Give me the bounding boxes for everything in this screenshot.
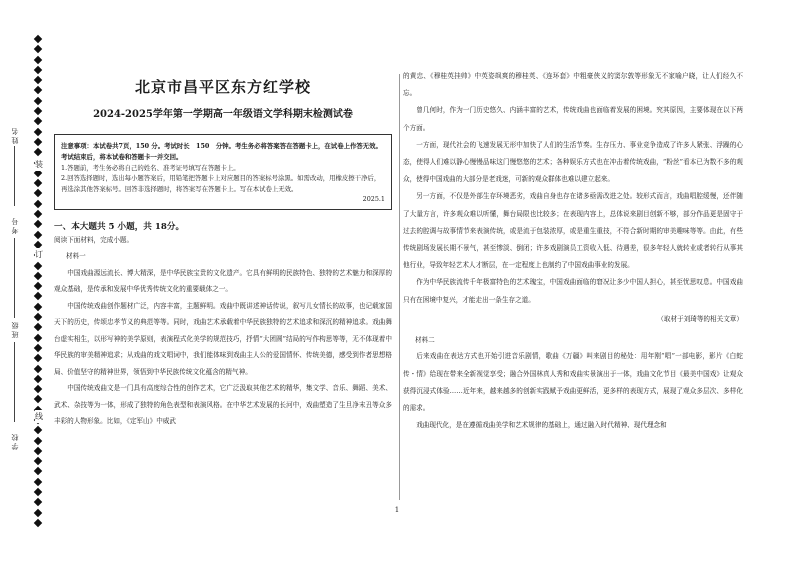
seal-char-xian: 线 [35,412,43,421]
right-paragraph-3: 一方面，现代社会的飞速发展无形中加快了人们的生活节奏。生存压力、事业竞争造成了许多人紧张、浮躁的心态，使得人们难以静心慢慢品味这门慢悠悠的艺术；各种娱乐方式也在冲击着传统戏曲，“粉丝”看本已为数不多的观众，使得中国戏曲的大部分是老戏迷，可新的观众群体也难以建立起来。 [403,140,743,184]
notice-line-1: 注意事项：本试卷共7页，150 分。考试时长 150 分钟。考生务必将答案答在答题卡上，在试卷上作答无效。考试结束后，将本试卷和答题卡一并交回。 [61,142,382,161]
material-2-label: 材料二 [415,335,435,344]
right-paragraph-1: 的黄忠、《穆桂英挂帅》中英姿飒爽的穆桂英、《连环套》中粗豪侠义的窦尔敦等形象无不家喻户晓，让人们经久不忘。 [403,72,743,98]
notice-line-2: 1.答题前，考生务必将自己的姓名、准考证号填写在答题卡上。 [61,163,240,172]
right-paragraph-5: 作为中华民族流传千年极富特色的艺术瑰宝，中国戏曲面临的窘况让多少中国人担心，甚至忧思叹息。中国戏曲只有在困境中复兴，才能走出一条生存之道。 [403,278,743,304]
binding-diamond-border [33,36,43,526]
name-line [14,146,15,206]
left-paragraph-3: 中国传统戏曲文是一门具有高度综合性的创作艺术，它广泛汲取其他艺术的精华，集文学、音乐、舞蹈、美术、武术、杂技等为一体，形成了独特的角色表型和表演风格。在中华艺术发展的长河中，戏曲塑造了生旦净末丑等众多丰彩的人物形象。比如，《定军山》中威武 [54,384,392,426]
notice-box [54,134,392,210]
section-heading: 一、本大题共 5 小题，共 18分。 [54,221,185,232]
right-paragraph-6: 后来戏曲在表达方式也开始引进音乐剧情，歌曲《万疆》叫来剧目的秘处：用年刚“唱”一部电影，影片《白蛇传・情》给现在带来全新视觉享受；融合外国林真人秀和戏曲实景演出于一体，戏曲文化节目《最美中国戏》让观众获得沉浸式体验……近年来，越来越多的创新实践赋予戏曲更鲜活，更多样的表现方式，展现了观众多层次、多样化的需求。 [403,352,743,412]
left-paragraph-2: 中国传统戏曲创作题材广泛，内容丰富，主题鲜明。戏曲中既讲述神话传说，叙写儿女情长的故事，也记载家国天下的历史，传颂忠孝节义的典范等等。同时，戏曲艺术承载着中华民族独特的艺术追求和深沉的精神追求。戏曲舞台虚实相生，以形写神的美学原则，表演程式化美学的规范技巧，抒情“大团圆”结局的写作构思等等，无不体现着中华民族的审美精神追求；从戏曲的戏文唱词中，我们能体味到戏曲主人公的爱国情怀、传统美德，感受到作者思想格局、价值坚守的精神世界，领悟到中华民族传统文化蕴含的精气神。 [54,301,392,376]
column-divider [399,74,400,500]
material-1-label: 材料一 [66,252,86,261]
notice-line-3: 2.回答选择题时，选出每小题答案后，用铅笔把答题卡上对应题目的答案标号涂黑。如需改动，用橡皮擦干净后，再选涂其他答案标号。回答非选择题时，将答案写在答题卡上。写在本试卷上无效。 [61,174,381,194]
right-paragraph-7: 戏曲现代化，是在遵循戏曲美学和艺术规律的基础上，通过融入时代精神、现代理念和 [416,421,667,430]
name-label: 姓名 [11,126,19,144]
exam-no-line [14,238,15,318]
notice-date: 2025.1 [362,194,385,203]
exam-no-label: 考号 [11,216,19,234]
seal-char-zhuang: 装 [35,160,43,169]
left-paragraph-1: 中国戏曲源远流长、博大精深，是中华民族宝贵的文化遗产。它具有鲜明的民族特色、独特的艺术魅力和深厚的观众基础，是传承和发展中华优秀传统文化的重要载体之一。 [54,268,392,294]
exam-title: 2024-2025学年第一学期高一年级语文学科期末检测试卷 [93,109,353,120]
source-note: （取材于刘琦等的相关文章） [657,314,743,323]
left-column [54,68,392,430]
right-column [403,68,743,434]
school-title: 北京市昌平区东方红学校 [134,78,311,96]
school-label: 学校 [11,432,19,450]
page-number: 1 [394,506,400,514]
right-paragraph-2: 曾几何时，作为一门历史悠久、内涵丰富的艺术，传统戏曲也面临着发展的困境。究其原因，主要体现在以下两个方面。 [403,106,743,132]
binding-margin [0,0,52,561]
right-paragraph-4: 另一方面，不仅是外部生存环境恶劣，戏曲自身也存在诸多亟需改进之处。较形式而言，戏曲唱腔缓慢，还伴随了大量方言，许多观众难以听懂，舞台局限也比较多；在表现内容上，总体说来剧目创新不够，部分作品更是固守于过去的腔调与故事情节来表演传统，或是流于包装浓厚，或是重生重技，不符合新时期的审美趣味等等。由此，有些传统剧场发展长期不景气，甚至惨淡、倒闭；许多戏剧演员工资收入低、待遇差，很多年轻人就转业或者转行从事其他行业，导致年轻艺术人才断层，在一定程度上也制约了中国戏曲事业的发展。 [403,192,743,270]
class-label: 班级 [11,320,19,338]
class-line [14,342,15,422]
reading-instruction: 阅读下面材料，完成小题。 [54,235,134,244]
seal-char-ding: 订 [35,250,43,259]
